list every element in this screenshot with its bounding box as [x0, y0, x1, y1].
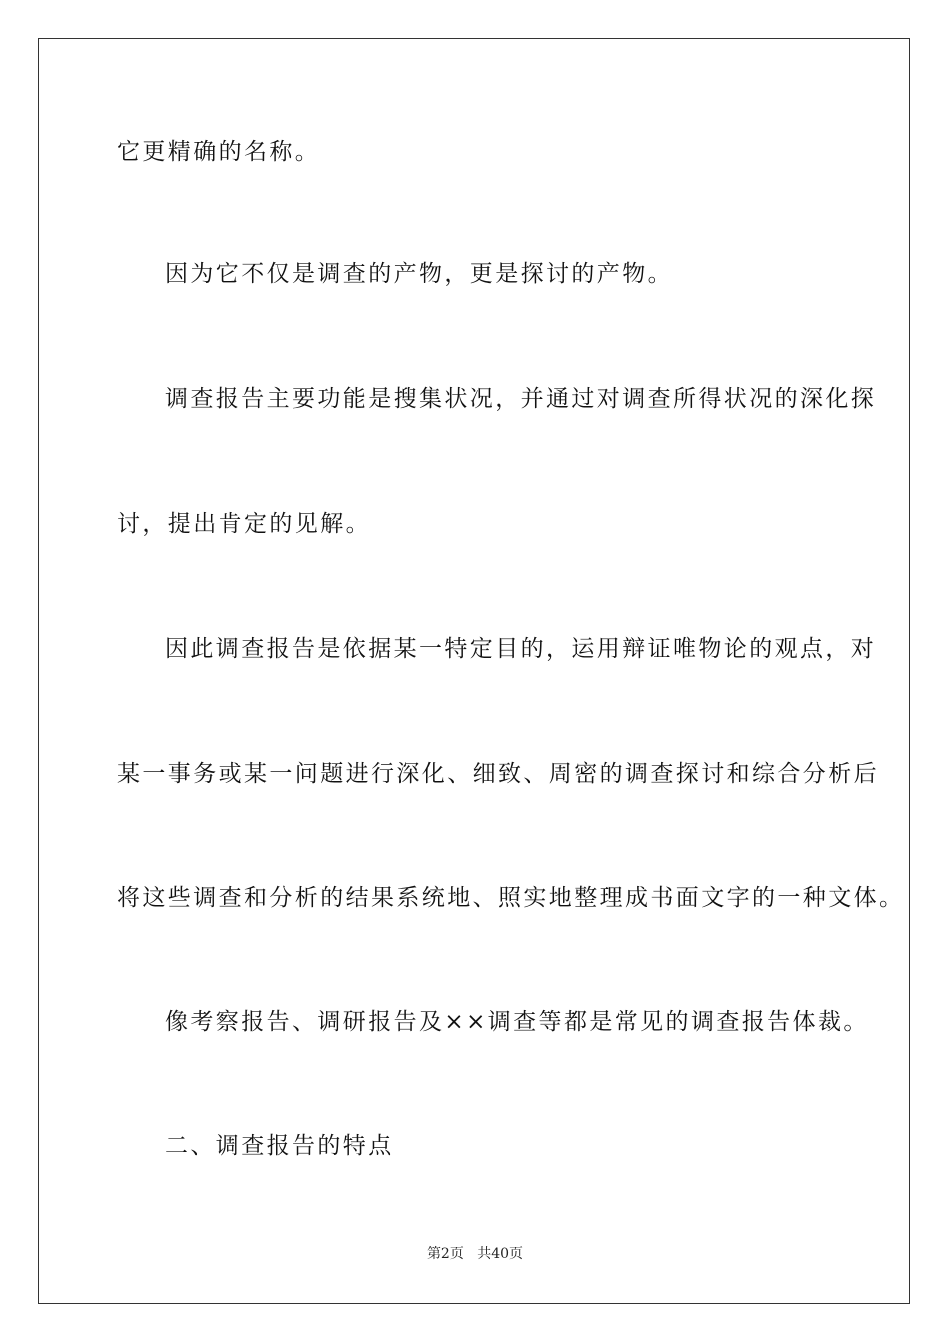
paragraph-line-2: 因为它不仅是调查的产物，更是探讨的产物。 — [165, 261, 673, 287]
paragraph-line-4: 讨，提出肯定的见解。 — [117, 511, 371, 537]
paragraph-line-8: 像考察报告、调研报告及××调查等都是常见的调查报告体裁。 — [165, 1009, 869, 1035]
text-line-1: 它更精确的名称。 — [117, 139, 321, 165]
paragraph-line-5: 因此调查报告是依据某一特定目的，运用辩证唯物论的观点，对 — [165, 636, 877, 662]
paragraph-line-6: 某一事务或某一问题进行深化、细致、周密的调查探讨和综合分析后 — [117, 761, 879, 787]
paragraph-line-3: 调查报告主要功能是搜集状况，并通过对调查所得状况的深化探 — [165, 386, 877, 412]
section-heading: 二、调查报告的特点 — [165, 1133, 394, 1159]
page-border — [38, 38, 910, 1304]
page-footer — [0, 1245, 950, 1263]
paragraph-line-7: 将这些调查和分析的结果系统地、照实地整理成书面文字的一种文体。 — [117, 885, 905, 911]
page-total: 共40页 — [477, 1246, 524, 1262]
page-number: 第2页 — [426, 1246, 464, 1262]
